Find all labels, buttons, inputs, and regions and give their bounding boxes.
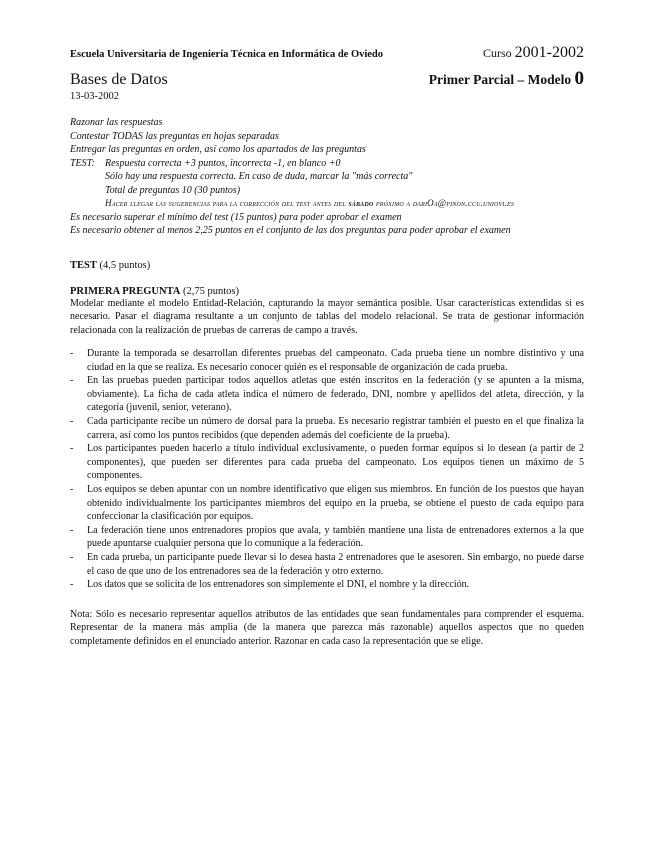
list-item-text: Durante la temporada se desarrollan diferentes pruebas del campeonato. Cada prueba tiene un nombre distintivo y una ciudad en la que se realiza. Es necesario conocer quién es el responsable de organización de cada prueba. [87, 348, 584, 373]
dash-bullet: - [70, 483, 74, 495]
list-item-text: Cada participante recibe un número de dorsal para la prueba. Es necesario registrar también el puesto en el que finaliza la carrera, así como los puntos recibidos (que dependen además del coeficiente de la prueba). [87, 415, 584, 441]
first-question-points: (2,75 puntos) [182, 285, 239, 297]
exam-page [70, 44, 584, 648]
dash-bullet: - [70, 443, 74, 455]
suggestions-note [70, 197, 584, 211]
dash-bullet: - [70, 579, 74, 591]
header-title-row [70, 68, 584, 90]
test-scoring-text: Respuesta correcta +3 puntos, incorrecta -1, en blanco +0 [105, 157, 341, 169]
test-section-label: TEST [70, 259, 97, 271]
first-question-heading [70, 286, 584, 297]
course-year [483, 44, 584, 62]
suggestions-day: sábado [348, 198, 374, 208]
list-item [70, 347, 584, 374]
min-total-note: Es necesario obtener al menos 2,25 puntos en el conjunto de las dos preguntas para poder aprobar el examen [70, 225, 511, 236]
dash-bullet: - [70, 524, 74, 536]
course-label: Curso [483, 46, 512, 60]
course-years: 2001-2002 [514, 44, 584, 61]
suggestions-post: próximo a dariOa@pinon.ccu.uniovi.es [375, 198, 515, 208]
dash-bullet: - [70, 375, 74, 387]
exam-date: 13-03-2002 [70, 91, 119, 102]
test-section-points: (4,5 puntos) [99, 259, 151, 271]
exam-model-number: 0 [574, 68, 584, 89]
list-item-text: En cada prueba, un participante puede llevar si lo desea hasta 2 entrenadores que le asesoren. Sin embargo, no puede darse el caso de que uno de los entrenadores sea de la federación y otro externo. [87, 551, 584, 577]
suggestions-pre: Hacer llegar las sugerencias para la corrección del test antes del [105, 198, 346, 208]
test-scoring [70, 157, 584, 171]
header-top-row [70, 44, 584, 62]
exam-model [429, 68, 584, 90]
instruction-line: Contestar TODAS las preguntas en hojas separadas [70, 130, 279, 142]
list-item [70, 578, 584, 592]
instruction-line: Total de preguntas 10 (30 puntos) [105, 184, 241, 196]
list-item [70, 524, 584, 551]
dash-bullet: - [70, 551, 74, 563]
min-test-note: Es necesario superar el mínimo del test (15 puntos) para poder aprobar el examen [70, 211, 402, 223]
instruction-line: Sólo hay una respuesta correcta. En caso de duda, marcar la "más correcta" [105, 171, 413, 182]
list-item-text: La federación tiene unos entrenadores propios que avala, y también mantiene una lista de entrenadores externos a la que puede apuntarse cualquier persona que lo comunique a la federación. [87, 524, 584, 550]
list-item-text: Los equipos se deben apuntar con un nombre identificativo que eligen sus miembros. En función de los puestos que hayan obtenido individualmente los participantes miembros del equipo en la prueba, se obtiene el puesto de cada equipo para confeccionar la clasificación por equipos. [87, 483, 584, 523]
list-item [70, 442, 584, 483]
note-paragraph: Nota: Sólo es necesario representar aquellos atributos de las entidades que sean fundamentales para comprender el esquema. Representar de la manera más amplia (de la manera que parezca más razonable) aquellos aspectos que no queden completamente definidos en el enunciado anterior. Razonar en cada caso la representación que se elige. [70, 608, 584, 647]
instruction-line: Razonar las respuestas [70, 117, 163, 128]
requirements-list [70, 347, 584, 592]
first-question-intro: Modelar mediante el modelo Entidad-Relación, capturando la mayor semántica posible. Usar características extendidas si es necesario. Pasar el diagrama resultante a un conjunto de tablas del modelo relacional. Se trata de gestionar información relacionada con la realización de pruebas de carreras de campo a través. [70, 297, 584, 336]
list-item [70, 374, 584, 415]
list-item [70, 551, 584, 578]
instructions [70, 116, 584, 238]
exam-name: Primer Parcial – Modelo [428, 72, 572, 87]
dash-bullet: - [70, 348, 74, 359]
test-label: TEST: [70, 157, 96, 169]
dash-bullet: - [70, 415, 74, 427]
subject-title: Bases de Datos [70, 71, 168, 88]
list-item [70, 415, 584, 442]
instruction-line: Entregar las preguntas en orden, así como los apartados de las preguntas [70, 144, 366, 155]
school-name: Escuela Universitaria de Ingeniería Técnica en Informática de Oviedo [70, 49, 384, 60]
list-item [70, 483, 584, 524]
list-item-text: En las pruebas pueden participar todos aquellos atletas que estén inscritos en la federación (y se apunten a la misma, obviamente). La ficha de cada atleta indica el número de federado, DNI, nombre y apellidos del atleta, dirección, y la categoría (juvenil, senior, veterano). [87, 375, 584, 414]
list-item-text: Los datos que se solicita de los entrenadores son simplemente el DNI, el nombre y la dirección. [87, 579, 470, 591]
first-question-label: PRIMERA PREGUNTA [70, 285, 181, 297]
test-section-heading [70, 260, 584, 271]
list-item-text: Los participantes pueden hacerlo a título individual exclusivamente, o pueden formar equipos si lo desean (a partir de 2 componentes), que pueden ser diferentes para cada prueba del campeonato. Los equipos tienen un máximo de 5 componentes. [87, 443, 584, 482]
